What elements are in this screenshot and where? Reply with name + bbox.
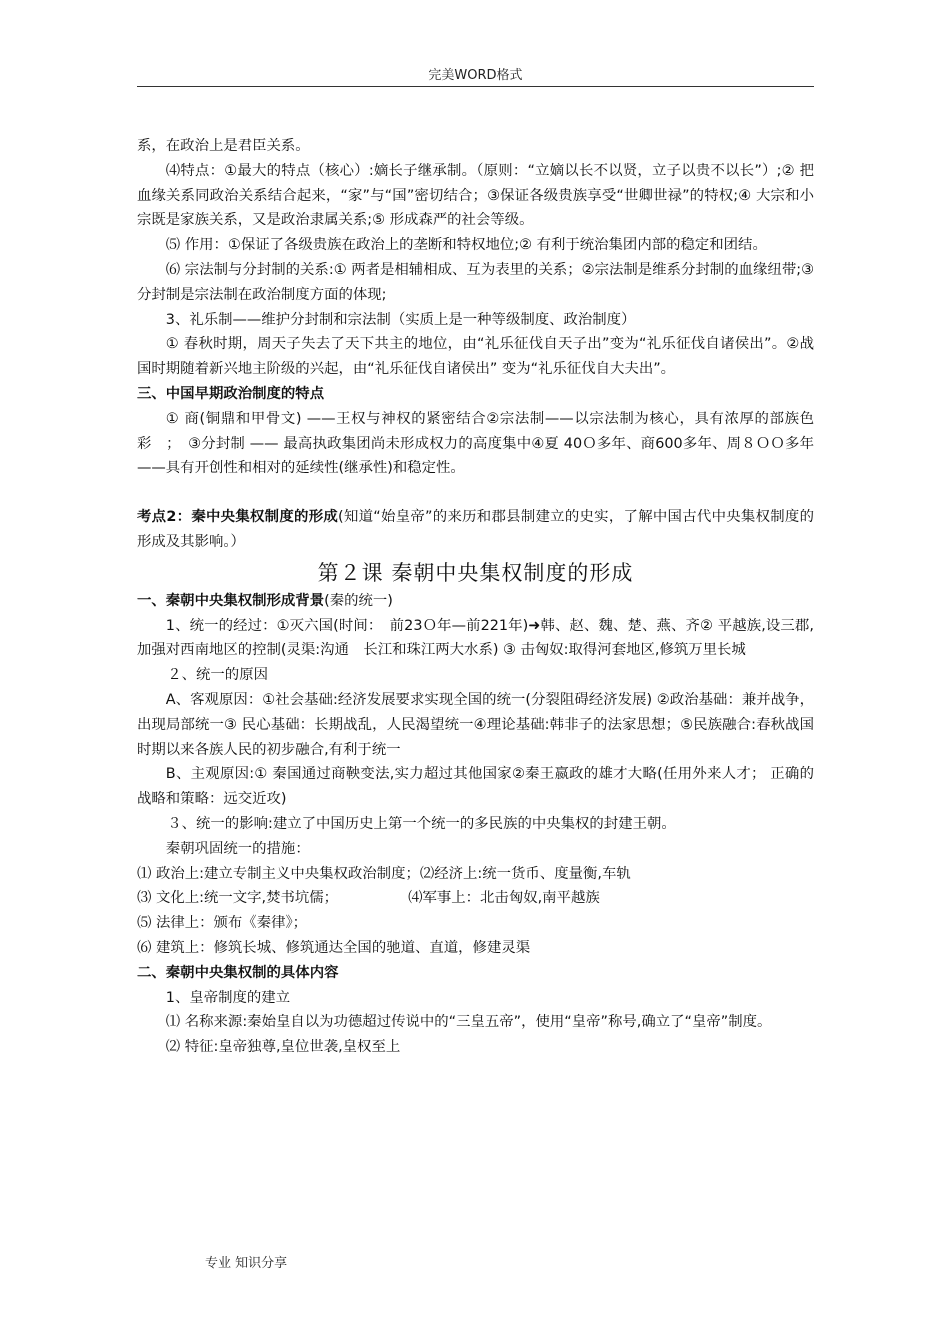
paragraph-emperor-system: 1、皇帝制度的建立 (165, 989, 291, 1006)
paragraph-liyue-body: ① 春秋时期，周天子失去了天下共主的地位，由“礼乐征伐自天子出”变为“礼乐征伐自诸侯出”。②战国时期随着新兴地主阶级的兴起，由“礼乐征伐自诸侯出” 变为“礼乐征伐自大夫出”。 (137, 336, 814, 378)
paragraph-subjective-reasons: B、主观原因:① 秦国通过商鞅变法,实力超过其他国家②秦王嬴政的雄才大略(任用外来人才； 正确的战略和策略：远交近攻) (137, 766, 814, 808)
heading-background-text: 一、秦朝中央集权制形成背景 (137, 592, 325, 609)
spacer (137, 481, 814, 505)
kaodian-label: 考点2：秦中央集权制度的形成 (137, 509, 339, 526)
measure-culture: ⑶ 文化上:统一文字,焚书坑儒； (137, 890, 339, 907)
heading-contents: 二、秦朝中央集权制的具体内容 (137, 964, 339, 981)
page-footer: 专业 知识分享 (205, 1256, 288, 1271)
heading-background (137, 589, 814, 614)
measure-construction: ⑹ 建筑上：修筑长城、修筑通达全国的驰道、直道，修建灵渠 (137, 939, 531, 956)
header-divider (137, 86, 814, 87)
measure-culture-military (137, 886, 814, 911)
paragraph-liyue-title: 3、礼乐制——维护分封制和宗法制（实质上是一种等级制度、政治制度） (165, 311, 636, 328)
paragraph-characteristics: ① 商(铜鼎和甲骨文) ——王权与神权的紧密结合②宗法制——以宗法制为核心，具有浓厚的部族色彩 ； ③分封制 —— 最高执政集团尚未形成权力的高度集中④夏 40Ｏ多年、商600多年、周８ＯＯ多年——具有开创性和相对的延续性(继承性)和稳定性。 (137, 410, 814, 477)
lesson-title: 第２课 秦朝中央集权制度的形成 (317, 560, 634, 585)
heading-background-note: (秦的统一) (324, 592, 393, 609)
measure-law: ⑸ 法律上：颁布《秦律》； (137, 915, 308, 932)
page-header: 完美WORD格式 (428, 68, 523, 83)
paragraph-function: ⑸ 作用：①保证了各级贵族在政治上的垄断和特权地位;② 有利于统治集团内部的稳定和团结。 (165, 237, 767, 254)
paragraph-unification-reasons: ２、统一的原因 (167, 667, 268, 684)
document-body (137, 134, 814, 1060)
paragraph-objective-reasons: A、客观原因：①社会基础:经济发展要求实现全国的统一(分裂阻碍经济发展) ②政治基础：兼并战争，出现局部统一③ 民心基础：长期战乱，人民渴望统一④理论基础:韩非子的法家思想；⑤民族融合:春秋战国时期以来各族人民的初步融合,有利于统一 (137, 691, 814, 758)
measures-title: 秦朝巩固统一的措施： (165, 840, 310, 857)
continuation-line: 系，在政治上是君臣关系。 (137, 138, 310, 154)
paragraph-emperor-features: ⑵ 特征:皇帝独尊,皇位世袭,皇权至上 (165, 1039, 401, 1056)
paragraph-unification-impact: ３、统一的影响:建立了中国历史上第一个统一的多民族的中央集权的封建王朝。 (167, 815, 676, 832)
paragraph-features: ⑷特点：①最大的特点（核心）:嫡长子继承制。（原则：“立嫡以长不以贤，立子以贵不以长”）;② 把血缘关系同政治关系结合起来，“家”与“国”密切结合；③保证各级贵族享受“世卿世禄”的特权;④ 大宗和小宗既是家族关系，又是政治隶属关系;⑤ 形成森严的社会等级。 (137, 162, 814, 229)
paragraph-relation: ⑹ 宗法制与分封制的关系:① 两者是相辅相成、互为表里的关系；②宗法制是维系分封制的血缘纽带;③ 分封制是宗法制在政治制度方面的体现; (137, 261, 814, 303)
paragraph-unification-process: 1、统一的经过：①灭六国(时间： 前23Ｏ年—前221年)➜韩、赵、魏、楚、燕、齐② 平越族,设三郡, 加强对西南地区的控制(灵渠:沟通 长江和珠江两大水系) ③ 击匈奴:取得河套地区,修筑万里长城 (137, 617, 814, 659)
paragraph-name-origin: ⑴ 名称来源:秦始皇自以为功德超过传说中的“三皇五帝”，使用“皇帝”称号,确立了“皇帝”制度。 (165, 1014, 772, 1031)
kaodian-description: (知道“始皇帝”的来历和郡县制建立的史实，了解中国古代中央集权制度的形成及其影响。） (137, 509, 814, 550)
kaodian-line (137, 505, 814, 555)
measure-politics-economy: ⑴ 政治上:建立专制主义中央集权政治制度；⑵经济上:统一货币、度量衡,车轨 (137, 865, 631, 882)
section-heading-three: 三、中国早期政治制度的特点 (137, 385, 325, 402)
measure-military: ⑷军事上：北击匈奴,南平越族 (408, 890, 600, 907)
